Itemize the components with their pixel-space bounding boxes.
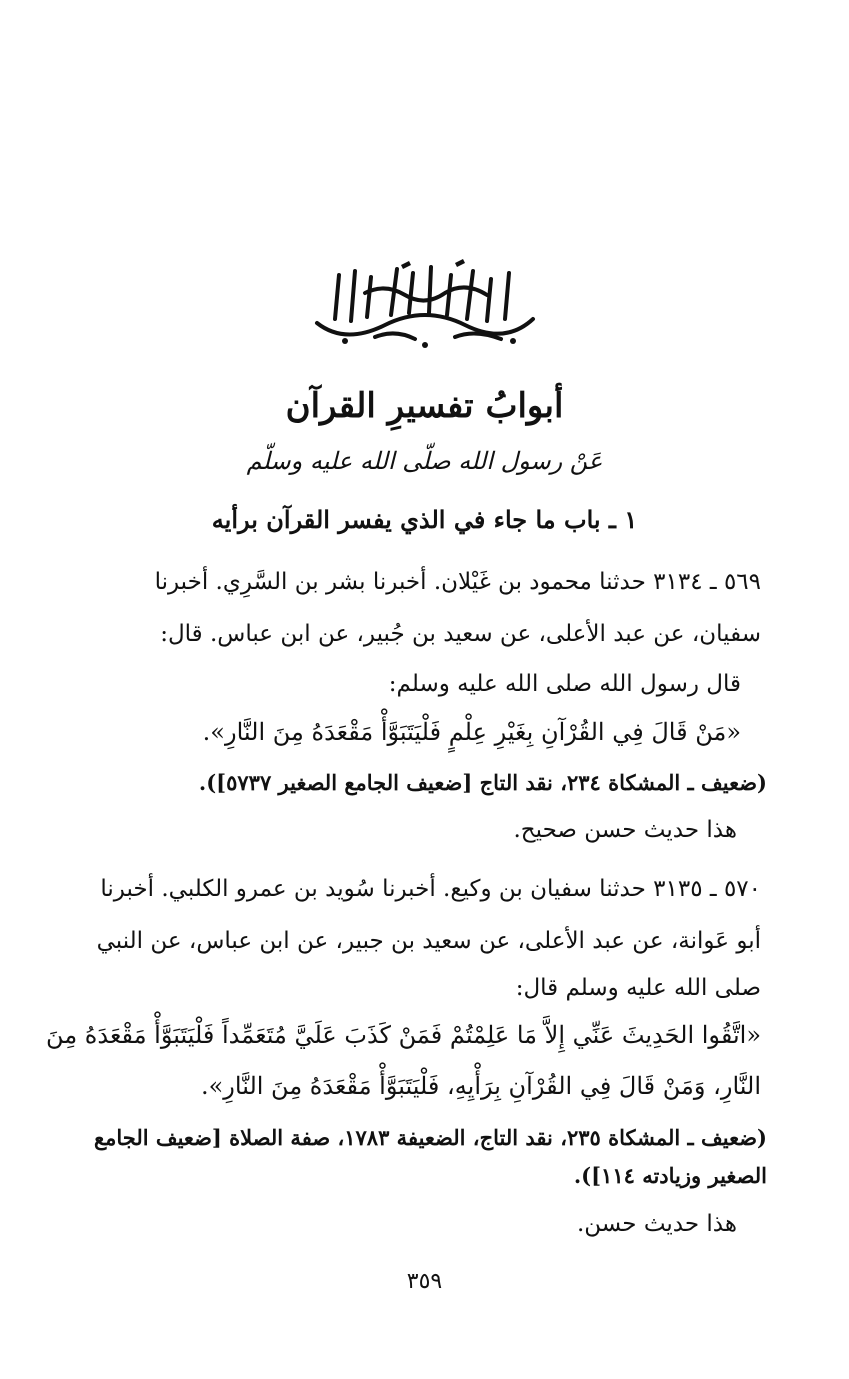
hadith-569-verdict: هذا حديث حسن صحيح. bbox=[513, 817, 737, 843]
book-subtitle: عَنْ رسول الله صلّى الله عليه وسلّم bbox=[246, 447, 603, 475]
basmala-calligraphy-icon bbox=[305, 253, 545, 353]
basmala-calligraphy bbox=[0, 250, 849, 355]
hadith-570-line-2: أبو عَوانة، عن عبد الأعلى، عن سعيد بن جبير، عن ابن عباس، عن النبي bbox=[96, 928, 761, 954]
hadith-570-line-1: ٥٧٠ ـ ٣١٣٥ حدثنا سفيان بن وكيع. أخبرنا سُويد بن عمرو الكلبي. أخبرنا bbox=[100, 876, 761, 902]
hadith-570-quote-line-1: «اتَّقُوا الحَدِيثَ عَنِّي إِلاَّ مَا عَلِمْتُمْ فَمَنْ كَذَبَ عَلَيَّ مُتَعَمِّداً فَلْيَتَبَوَّأْ مَقْعَدَهُ مِنَ bbox=[46, 1021, 761, 1049]
hadith-570-quote-line-2: النَّارِ، وَمَنْ قَالَ فِي القُرْآنِ بِرَأْيِهِ، فَلْيَتَبَوَّأْ مَقْعَدَهُ مِنَ النَّارِ». bbox=[200, 1072, 761, 1100]
hadith-570-grading-line-1: (ضعيف ـ المشكاة ٢٣٥، نقد التاج، الضعيفة ١٧٨٣، صفة الصلاة [ضعيف الجامع bbox=[93, 1125, 767, 1150]
page-number: ٣٥٩ bbox=[406, 1269, 443, 1294]
hadith-570-line-3: صلى الله عليه وسلم قال: bbox=[515, 975, 761, 1001]
hadith-569-line-3: قال رسول الله صلى الله عليه وسلم: bbox=[388, 671, 741, 697]
hadith-569-quote: «مَنْ قَالَ فِي القُرْآنِ بِغَيْرِ عِلْمٍ فَلْيَتَبَوَّأْ مَقْعَدَهُ مِنَ النَّارِ». bbox=[202, 718, 741, 746]
chapter-heading: ١ ـ باب ما جاء في الذي يفسر القرآن برأيه bbox=[211, 505, 638, 534]
book-title: أبوابُ تفسيرِ القرآن bbox=[285, 386, 564, 426]
hadith-569-grading: (ضعيف ـ المشكاة ٢٣٤، نقد التاج [ضعيف الجامع الصغير ٥٧٣٧]). bbox=[198, 770, 767, 795]
hadith-570-verdict: هذا حديث حسن. bbox=[576, 1211, 737, 1237]
hadith-570-grading-line-2: الصغير وزيادته ١١٤]). bbox=[573, 1163, 767, 1188]
hadith-569-line-1: ٥٦٩ ـ ٣١٣٤ حدثنا محمود بن غَيْلان. أخبرنا بشر بن السَّرِي. أخبرنا bbox=[154, 569, 761, 595]
hadith-569-line-2: سفيان، عن عبد الأعلى، عن سعيد بن جُبير، عن ابن عباس. قال: bbox=[160, 621, 761, 647]
